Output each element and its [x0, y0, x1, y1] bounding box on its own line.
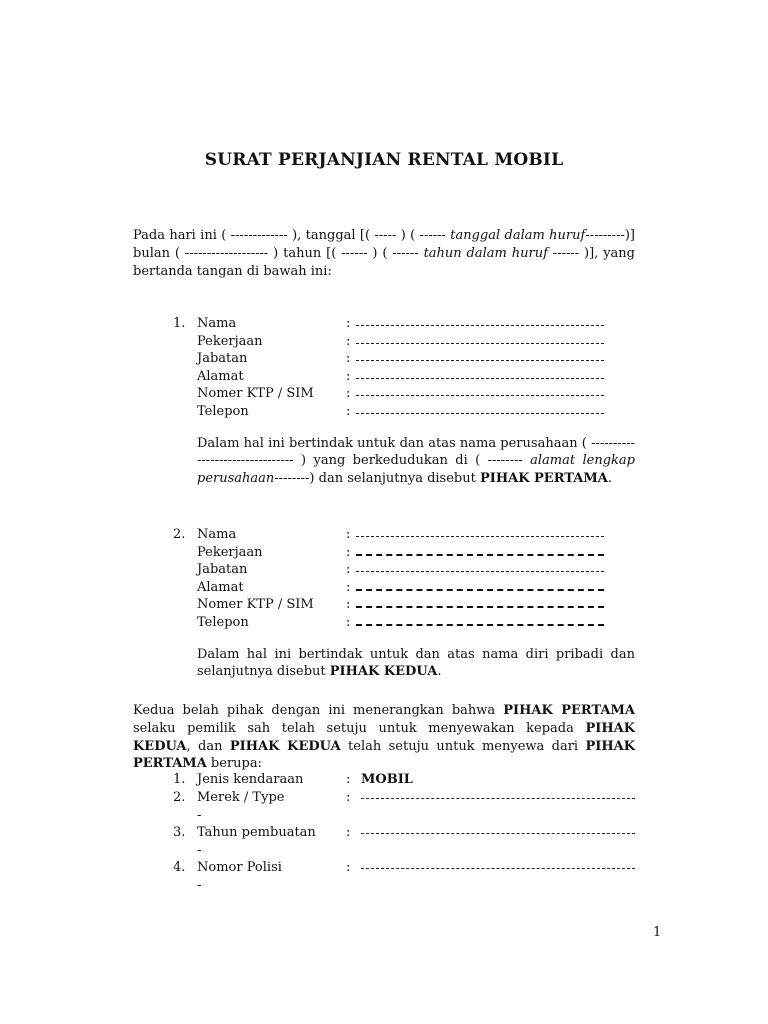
- field-label-pekerjaan: Pekerjaan: [197, 333, 263, 349]
- pihak-kedua-term: PIHAK KEDUA: [133, 720, 635, 754]
- party-two-field-row: [133, 614, 635, 632]
- intro-year-words: tahun dalam huruf: [423, 245, 548, 261]
- intro-text-2: ---------)] bulan ( ------------------- ) tahun [( ------ ) ( ------: [133, 228, 636, 261]
- field-colon: :: [346, 860, 351, 875]
- blank-line[interactable]: [356, 403, 604, 421]
- blank-line-tail: -: [197, 842, 202, 858]
- blank-line-tail: -: [197, 877, 202, 893]
- party-one-field-row: [133, 333, 635, 351]
- blank-line[interactable]: [361, 789, 635, 807]
- agreement-text: telah setuju untuk menyewa dari: [340, 738, 586, 754]
- vehicle-label: Tahun pembuatan: [197, 825, 316, 840]
- vehicle-row: [133, 859, 635, 894]
- party-one-fields: [133, 315, 635, 421]
- blank-line[interactable]: [356, 561, 604, 579]
- party-one-field-row: [133, 403, 635, 421]
- party-two-field-row: [133, 596, 635, 614]
- pihak-kedua-term: PIHAK KEDUA: [229, 738, 341, 754]
- pihak-kedua-term: PIHAK KEDUA: [329, 664, 438, 680]
- party-two-fields: [133, 526, 635, 632]
- party-two-note-end: .: [437, 664, 442, 680]
- party-one-note-end: .: [607, 471, 612, 487]
- intro-paragraph: [133, 227, 635, 280]
- field-colon: :: [346, 562, 351, 578]
- party-two-note-text: Dalam hal ini bertindak untuk dan atas nama diri pribadi dan selanjutnya disebut: [197, 646, 635, 680]
- field-label-jabatan: Jabatan: [197, 562, 248, 578]
- agreement-text: berupa:: [206, 756, 262, 772]
- party-one-number: 1.: [173, 316, 186, 331]
- field-label-nama: Nama: [197, 527, 237, 542]
- party-one-note-text-2: --------) dan selanjutnya disebut: [274, 471, 480, 487]
- party-one-note: [197, 435, 635, 488]
- field-colon: :: [346, 527, 351, 542]
- field-colon: :: [346, 351, 351, 367]
- vehicle-row-number: 1.: [173, 772, 186, 787]
- vehicle-details-list: [133, 771, 635, 894]
- intro-text-1: Pada hari ini ( ------------- ), tanggal [( ----- ) ( ------: [133, 228, 451, 243]
- vehicle-row-number: 3.: [173, 825, 186, 840]
- party-one-address-hint: alamat lengkap perusahaan: [197, 453, 635, 487]
- agreement-paragraph: [133, 702, 635, 773]
- vehicle-row-number: 4.: [173, 860, 186, 875]
- page-number: 1: [653, 925, 662, 940]
- vehicle-type-value: MOBIL: [361, 772, 413, 787]
- field-colon: :: [346, 825, 351, 840]
- intro-date-words: tanggal dalam huruf: [450, 228, 586, 243]
- party-two-field-row: [133, 579, 635, 597]
- vehicle-row: [133, 771, 635, 789]
- field-label-alamat: Alamat: [197, 579, 244, 595]
- field-label-telepon: Telepon: [197, 614, 249, 630]
- blank-line[interactable]: [356, 579, 604, 597]
- party-one-field-row: [133, 368, 635, 386]
- field-colon: :: [346, 772, 351, 787]
- vehicle-row: [133, 824, 635, 859]
- party-two-field-row: [133, 544, 635, 562]
- intro-text-3: ------ )], yang bertanda tangan di bawah ini:: [133, 245, 635, 279]
- blank-line[interactable]: [356, 596, 604, 614]
- blank-line[interactable]: [356, 368, 604, 386]
- vehicle-row: [133, 789, 635, 824]
- vehicle-row-number: 2.: [173, 790, 186, 805]
- vehicle-label: Nomor Polisi: [197, 860, 282, 875]
- blank-line[interactable]: [356, 333, 604, 351]
- party-two-number: 2.: [173, 527, 186, 542]
- party-two-field-row: [133, 526, 635, 544]
- blank-line[interactable]: [356, 315, 604, 333]
- party-one-field-row: [133, 385, 635, 403]
- field-colon: :: [346, 403, 351, 419]
- field-label-nama: Nama: [197, 316, 237, 331]
- pihak-pertama-term: PIHAK PERTAMA: [133, 738, 636, 772]
- agreement-text: , dan: [186, 738, 230, 754]
- blank-line[interactable]: [361, 824, 635, 842]
- field-colon: :: [346, 614, 351, 630]
- field-colon: :: [346, 316, 351, 331]
- field-colon: :: [346, 544, 351, 560]
- blank-line[interactable]: [356, 350, 604, 368]
- blank-line[interactable]: [356, 614, 604, 632]
- agreement-text: Kedua belah pihak dengan ini menerangkan bahwa: [133, 703, 504, 718]
- field-colon: :: [346, 597, 351, 613]
- party-one-note-text: Dalam hal ini bertindak untuk dan atas nama perusahaan ( -------------------------------- ) yang berkedudukan di ( --------: [197, 435, 635, 469]
- party-one-section: [133, 315, 635, 488]
- party-two-section: [133, 526, 635, 681]
- blank-line[interactable]: [356, 385, 604, 403]
- blank-line[interactable]: [361, 859, 635, 877]
- field-colon: :: [346, 579, 351, 595]
- document-title: SURAT PERJANJIAN RENTAL MOBIL: [204, 150, 564, 170]
- pihak-pertama-term: PIHAK PERTAMA: [503, 703, 635, 718]
- field-colon: :: [346, 386, 351, 402]
- field-label-ktp: Nomer KTP / SIM: [197, 386, 314, 402]
- field-label-telepon: Telepon: [197, 403, 249, 419]
- pihak-pertama-term: PIHAK PERTAMA: [479, 471, 608, 487]
- vehicle-label: Merek / Type: [197, 790, 285, 805]
- party-two-field-row: [133, 561, 635, 579]
- party-two-note: [197, 646, 635, 682]
- field-label-jabatan: Jabatan: [197, 351, 248, 367]
- field-label-alamat: Alamat: [197, 368, 244, 384]
- field-colon: :: [346, 790, 351, 805]
- party-one-field-row: [133, 315, 635, 333]
- blank-line[interactable]: [356, 526, 604, 544]
- field-label-ktp: Nomer KTP / SIM: [197, 597, 314, 613]
- blank-line-tail: -: [197, 807, 202, 823]
- vehicle-label: Jenis kendaraan: [197, 772, 304, 787]
- field-colon: :: [346, 368, 351, 384]
- agreement-text: selaku pemilik sah telah setuju untuk menyewakan kepada: [133, 720, 586, 736]
- party-one-field-row: [133, 350, 635, 368]
- blank-line[interactable]: [356, 544, 604, 562]
- field-label-pekerjaan: Pekerjaan: [197, 544, 263, 560]
- field-colon: :: [346, 333, 351, 349]
